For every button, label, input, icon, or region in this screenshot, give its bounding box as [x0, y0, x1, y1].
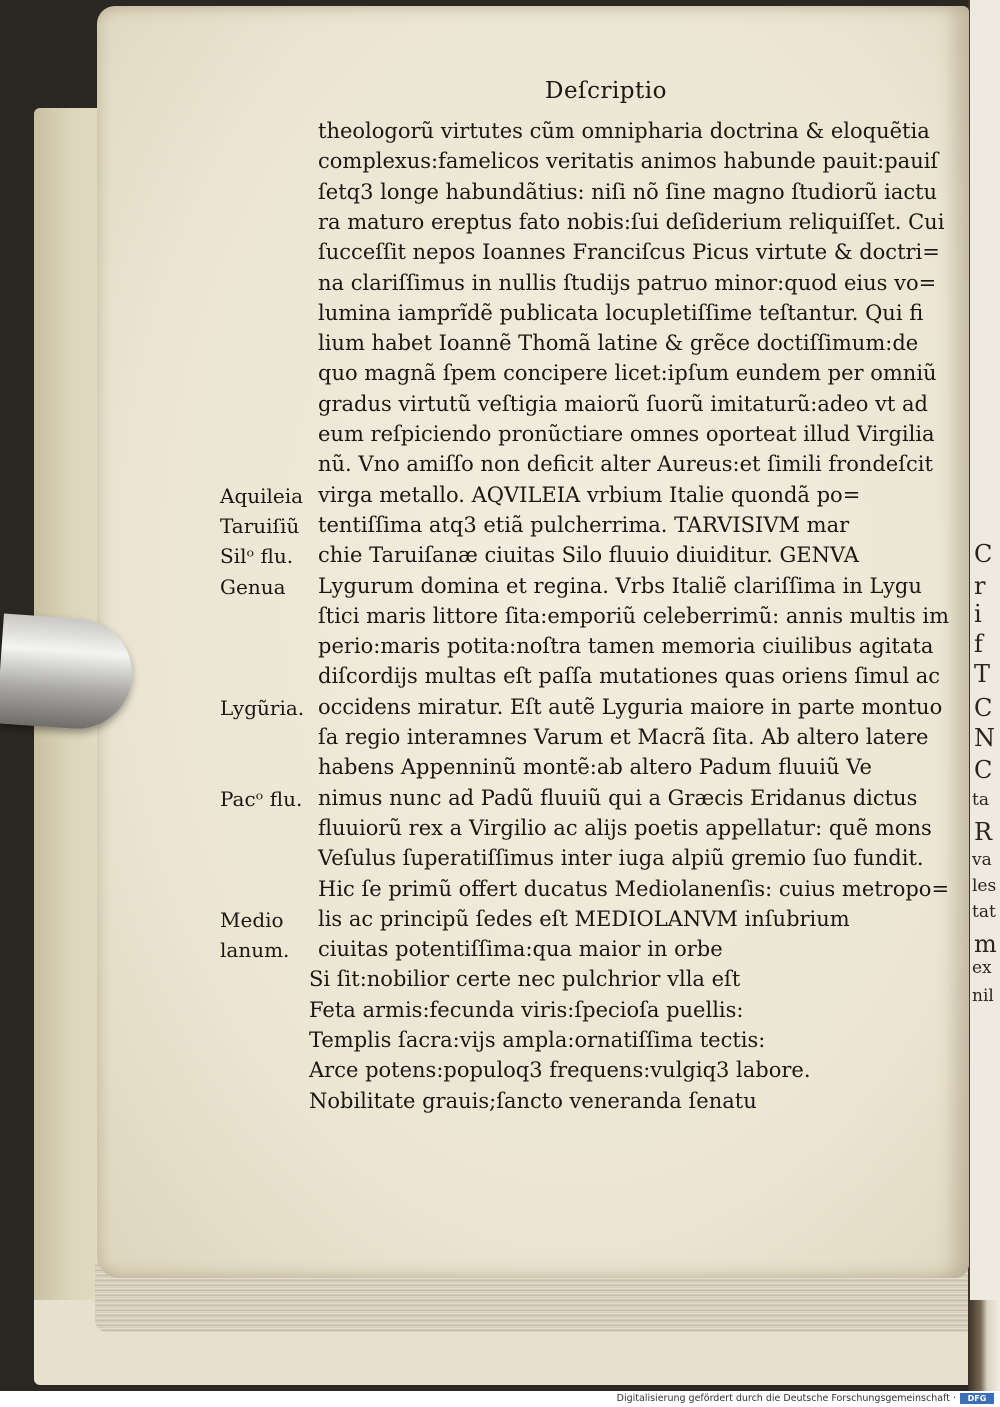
- text-line: nũ. Vno amiſſo non deficit alter Aureus:et ſimili frondeſcit: [318, 452, 933, 477]
- opposite-page-glyph: f: [974, 630, 983, 658]
- text-line: Arce potens:populoq3 frequens:vulgiq3 labore.: [309, 1058, 811, 1083]
- margin-note: Genua: [220, 574, 286, 599]
- text-line: Feta armis:fecunda viris:ſpecioſa puellis:: [309, 997, 744, 1022]
- text-line: quo magnã ſpem concipere licet:ipſum eundem per omniũ: [318, 361, 937, 386]
- opposite-page-glyph: m: [974, 930, 997, 958]
- text-line: eum reſpiciendo pronũctiare omnes oporteat illud Virgilia: [318, 422, 935, 446]
- margin-note: Medio: [220, 907, 284, 932]
- opposite-page-glyph: N: [974, 724, 995, 752]
- text-line: ſtici maris littore ſita:emporiũ celeberrimũ: annis multis im: [318, 603, 950, 628]
- text-line: Lygurum domina et regina. Vrbs Italiẽ clariſſima in Lygu: [318, 573, 922, 598]
- opposite-page-fragment: [970, 0, 1000, 1300]
- opposite-page-glyph: les: [972, 876, 997, 896]
- text-line: lium habet Ioannẽ Thomã latine & grẽce doctiſſimum:de: [318, 331, 919, 356]
- text-line: lis ac principũ ſedes eſt MEDIOLANVM inſubrium: [318, 906, 850, 931]
- text-line: gradus virtutũ veſtigia maiorũ ſuorũ imitaturũ:adeo vt ad: [318, 391, 928, 416]
- text-line: ſetq3 longe habundãtius: niſi nõ ſine magno ſtudiorũ iactu: [318, 179, 938, 204]
- text-line: virga metallo. AQVILEIA vrbium Italie quondã po=: [318, 482, 861, 507]
- margin-note: Taruiſiũ: [220, 513, 300, 538]
- text-line: habens Appenninũ montẽ:ab altero Padum fluuiũ Ve: [318, 755, 872, 780]
- text-line: Hic ſe primũ offert ducatus Mediolanenſis: cuius metropo=: [318, 876, 950, 901]
- opposite-page-glyph: R: [974, 818, 993, 846]
- opposite-page-glyph: tat: [972, 902, 996, 922]
- margin-note: Silᵒ flu.: [220, 544, 294, 569]
- text-line: Veſulus ſuperatiſſimus inter iuga alpiũ gremio ſuo fundit.: [318, 846, 924, 871]
- text-line: nimus nunc ad Padũ fluuiũ qui a Græcis Eridanus dictus: [318, 785, 918, 810]
- text-line: ſucceſſit nepos Ioannes Franciſcus Picus virtute & doctri=: [318, 240, 940, 265]
- dfg-logo: DFG: [960, 1393, 994, 1404]
- text-line: fluuiorũ rex a Virgilio ac alijs poetis appellatur: quẽ mons: [318, 815, 932, 840]
- text-line: chie Taruiſanæ ciuitas Silo fluuio diuiditur. GENVA: [318, 543, 859, 568]
- margin-note: Lygũria.: [220, 695, 305, 720]
- text-line: perio:maris potita:noſtra tamen memoria ciuilibus agitata: [318, 634, 934, 659]
- opposite-page-glyph: ex: [972, 958, 992, 978]
- text-line: ciuitas potentiſſima:qua maior in orbe: [318, 937, 723, 962]
- footer-credit: Digitalisierung gefördert durch die Deutsche Forschungsgemeinschaft ·: [616, 1393, 956, 1404]
- opposite-page-glyph: i: [974, 600, 982, 628]
- text-line: tentiſſima atq3 etiã pulcherrima. TARVISIVM mar: [318, 512, 850, 537]
- text-line: complexus:famelicos veritatis animos habunde pauit:pauiſ: [318, 149, 939, 174]
- opposite-page-glyph: ta: [972, 790, 989, 810]
- opposite-page-glyph: r: [974, 572, 986, 600]
- text-line: diſcordijs multas eſt paſſa mutationes quas oriens ſimul ac: [318, 664, 941, 689]
- margin-note: Pacᵒ flu.: [220, 786, 303, 811]
- text-line: ſa regio interamnes Varum et Macrã ſita. Ab altero latere: [318, 725, 929, 749]
- page-header: Deſcriptio: [545, 78, 667, 104]
- text-line: theologorũ virtutes cũm omnipharia doctrina & eloquẽtia: [318, 119, 930, 143]
- opposite-page-glyph: C: [974, 756, 993, 784]
- opposite-page-glyph: C: [974, 540, 993, 568]
- text-line: Nobilitate grauis;ſancto veneranda ſenatu: [309, 1088, 757, 1113]
- text-line: Templis ſacra:vijs ampla:ornatiſſima tectis:: [309, 1028, 766, 1052]
- opposite-page-glyph: va: [972, 850, 992, 870]
- opposite-page-glyph: T: [974, 660, 991, 688]
- text-line: ra maturo ereptus fato nobis:ſui deſiderium reliquiſſet. Cui: [318, 209, 945, 234]
- opposite-page-glyph: nil: [972, 986, 994, 1006]
- margin-note: lanum.: [220, 938, 290, 963]
- text-line: na clariſſimus in nullis ſtudijs patruo minor:quod eius vo=: [318, 270, 937, 295]
- text-line: occidens miratur. Eſt autẽ Lyguria maiore in parte montuo: [318, 694, 943, 719]
- text-line: lumina iamprĩdẽ publicata locupletiſſime teſtantur. Qui fi: [318, 300, 924, 325]
- opposite-page-glyph: C: [974, 694, 993, 722]
- margin-note: Aquileia: [220, 483, 304, 508]
- text-line: Si ſit:nobilior certe nec pulchrior vlla eſt: [309, 967, 741, 992]
